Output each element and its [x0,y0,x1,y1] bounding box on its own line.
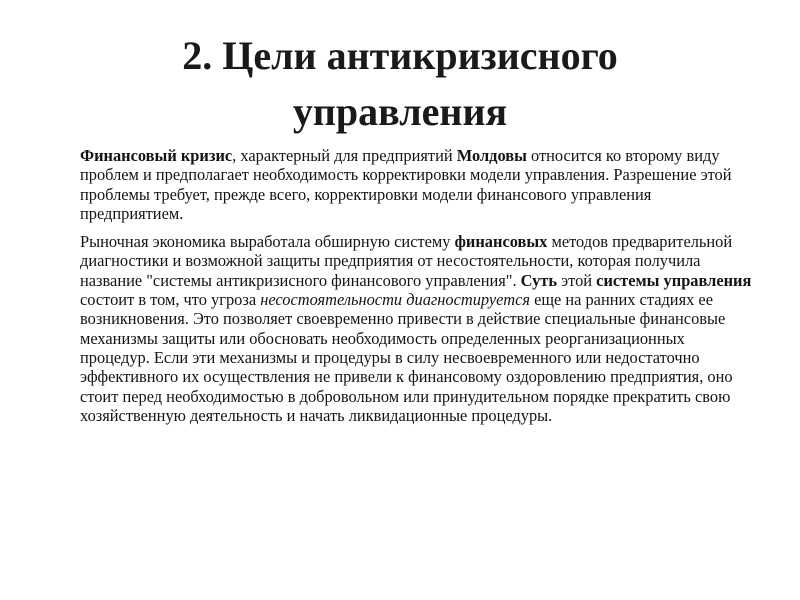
paragraph2-text-3: этой [557,270,597,290]
paragraph1-text-2: относится ко второму виду проблем и предполагает необходимость корректировки модели управления. Разрешение этой проблемы требует, прежде всего, корректировки модели финансового управления предприятием. [80,146,732,223]
slide-body [80,146,752,425]
term-essence: Суть [520,270,558,290]
slide-title-line-2: управления [292,89,508,134]
paragraph-financial-crisis [80,146,752,223]
term-financial: финансовых [454,232,548,252]
paragraph2-text-2: методов предварительной диагностики и возможной защиты предприятия от несостоятельности, которая получила название "системы антикризисного финансового управления". [80,232,733,290]
slide-title [100,28,700,140]
slide-title-line-1: 2. Цели антикризисного [182,33,618,78]
paragraph2-text-1: Рыночная экономика выработала обширную систему [80,232,455,252]
term-financial-crisis: Финансовый кризис [80,146,233,165]
term-insolvency-diagnosed: несостоятельности диагностируется [260,290,530,310]
paragraph2-text-5: еще на ранних стадиях ее возникновения. Это позволяет своевременно привести в действие специальные финансовые механизмы защиты или обосновать необходимость определенных реорганизационных процедур. Если эти механизмы и процедуры в силу несвоевременного или недостаточно эффективного их осуществления не привели к финансовому оздоровлению предприятия, оно стоит перед необходимостью в добровольном или принудительном порядке прекратить свою хозяйственную деятельность и начать ликвидационные процедуры. [80,290,733,425]
paragraph2-text-4: состоит в том, что угроза [80,290,261,310]
term-moldova: Молдовы [456,146,527,165]
term-management-system: системы управления [596,270,752,290]
paragraph-market-economy [80,232,752,425]
paragraph1-text-1: , характерный для предприятий [232,146,457,165]
